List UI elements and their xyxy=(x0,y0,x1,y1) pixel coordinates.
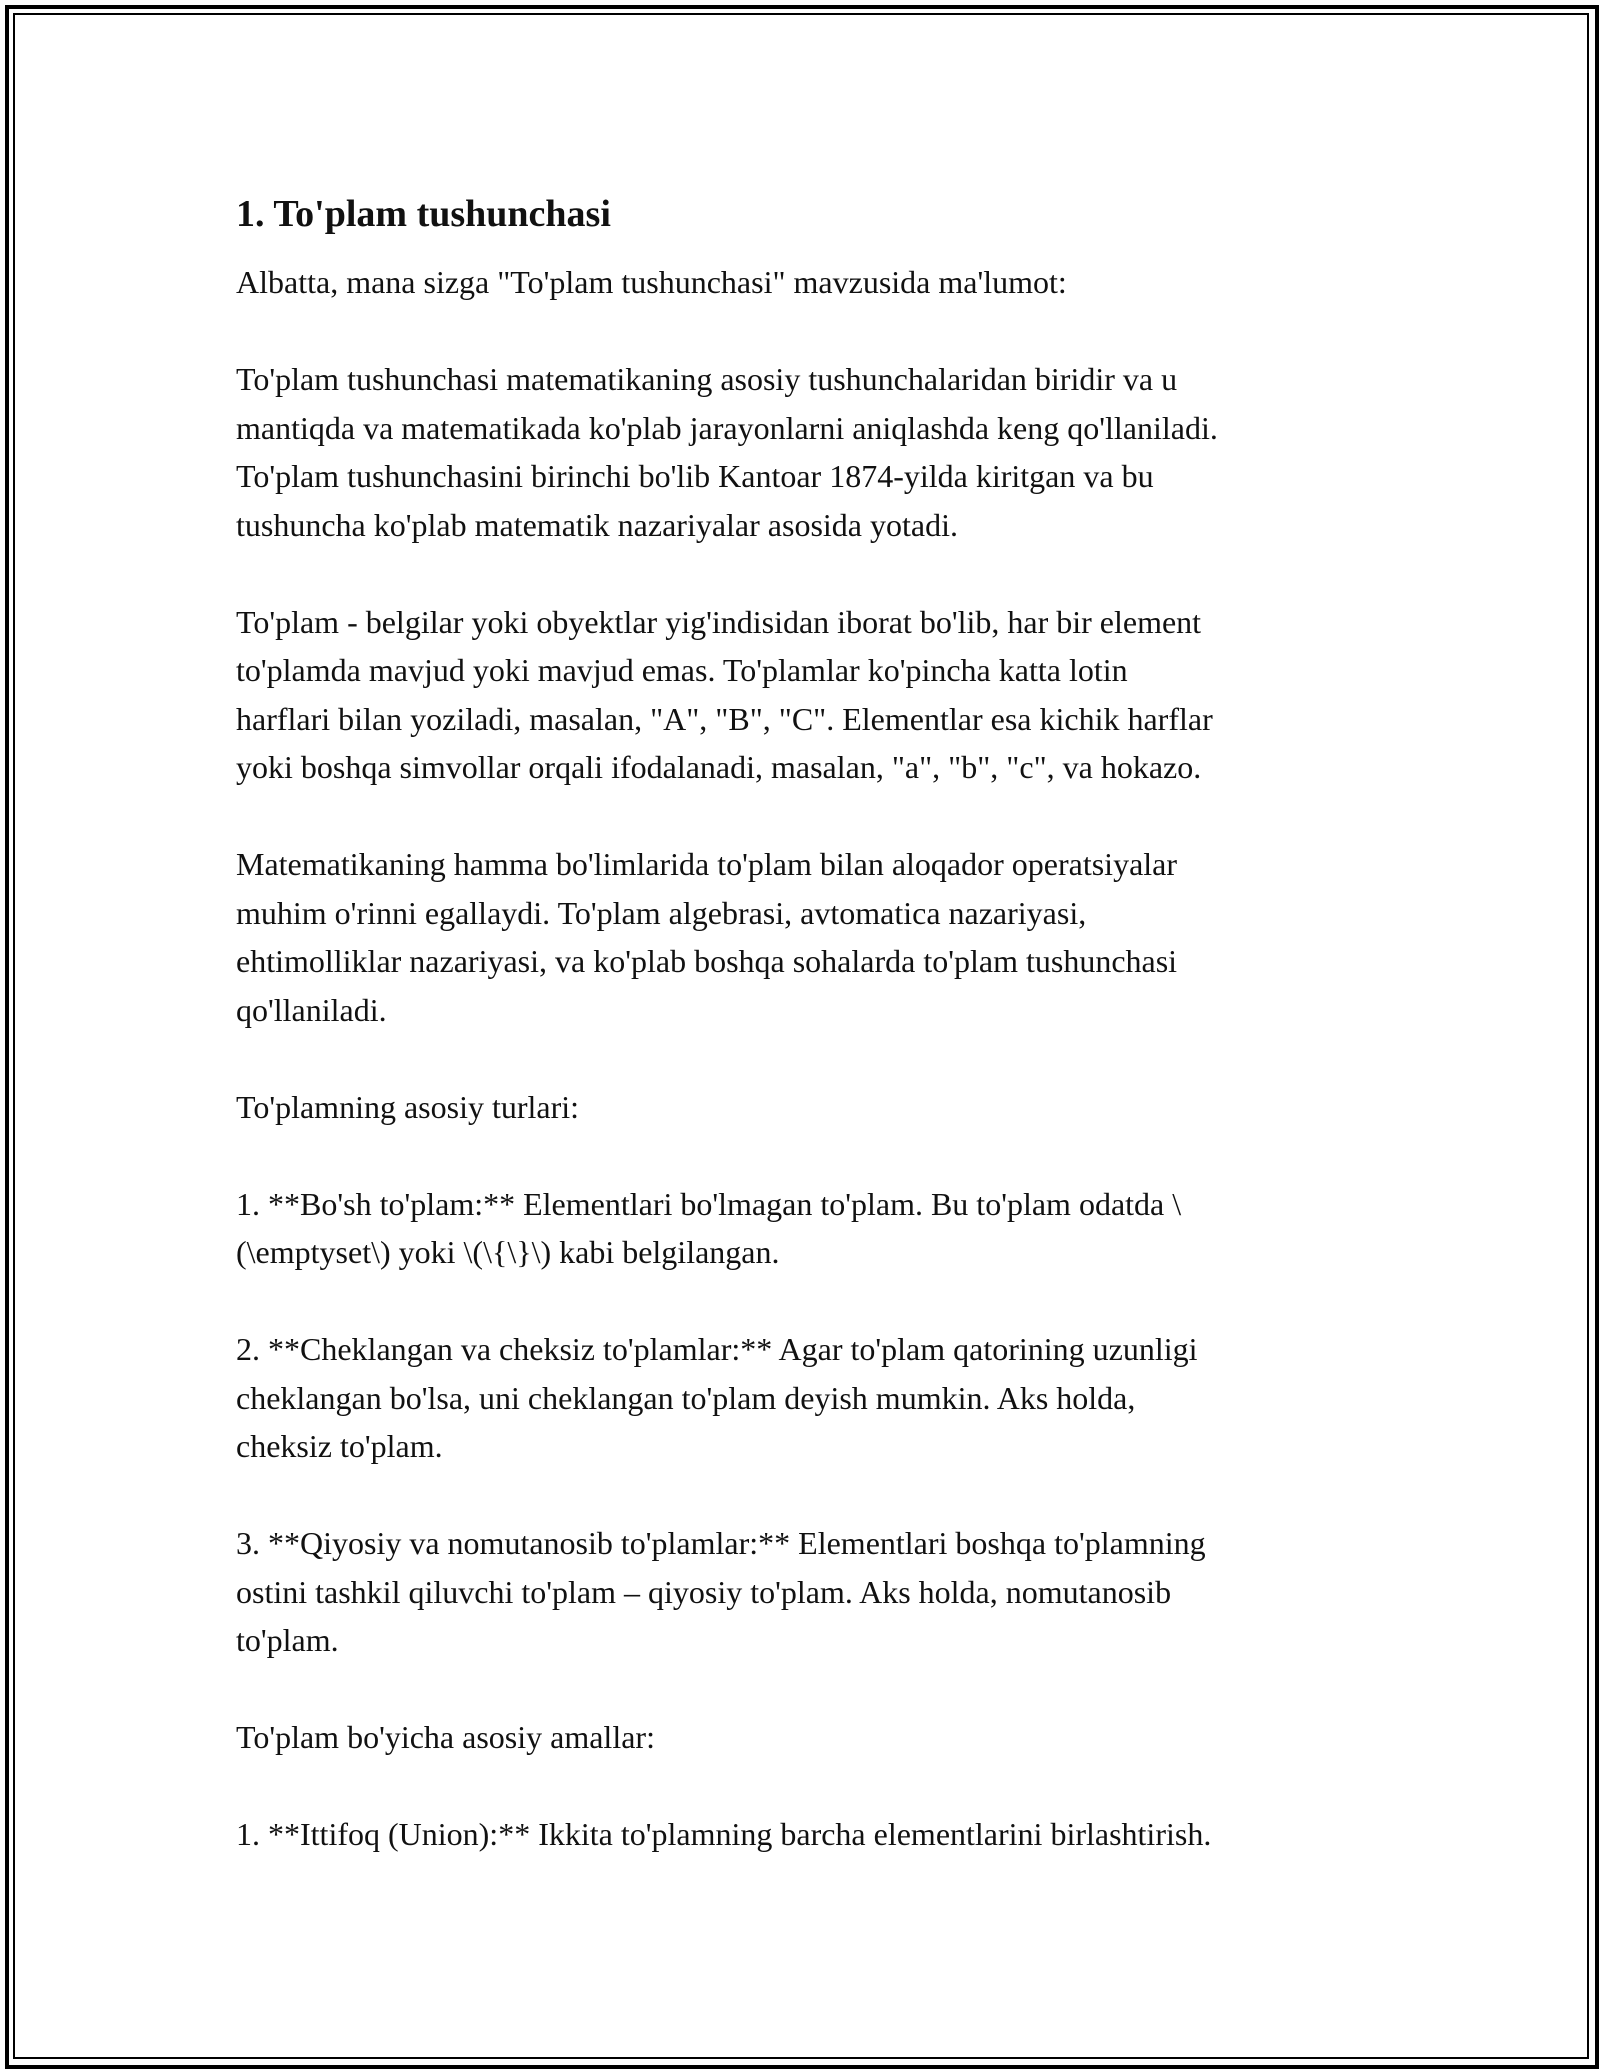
document-body xyxy=(236,188,1376,1907)
paragraph-applications: Matematikaning hamma bo'limlarida to'plam bilan aloqador operatsiyalar muhim o'rinni egallaydi. To'plam algebrasi, avtomatica nazariyasi, ehtimolliklar nazariyasi, va ko'plab boshqa sohalarda to'plam tushunchasi qo'llaniladi. xyxy=(236,846,1178,1028)
list-item-union: 1. **Ittifoq (Union):** Ikkita to'plamning barcha elementlarini birlashtirish. xyxy=(236,1816,1212,1852)
paragraph-elements: To'plam - belgilar yoki obyektlar yig'indisidan iborat bo'lib, har bir element to'plamda mavjud yoki mavjud emas. To'plamlar ko'pincha katta lotin harflari bilan yoziladi, masalan, "A", "B", "C". Elementlar esa kichik harflar yoki boshqa simvollar orqali ifodalanadi, masalan, "a", "b", "c", va hokazo. xyxy=(236,603,1213,785)
document-title: 1. To'plam tushunchasi xyxy=(236,193,611,235)
paragraph-intro: Albatta, mana sizga "To'plam tushunchasi" mavzusida ma'lumot: xyxy=(236,264,1067,300)
paragraph-definition: To'plam tushunchasi matematikaning asosiy tushunchalaridan biridir va u mantiqda va matematikada ko'plab jarayonlarni aniqlashda keng qo'llaniladi. To'plam tushunchasini birinchi bo'lib Kantoar 1874-yilda kiritgan va bu tushuncha ko'plab matematik nazariyalar asosida yotadi. xyxy=(236,361,1218,543)
paragraph-operations-heading: To'plam bo'yicha asosiy amallar: xyxy=(236,1719,655,1755)
list-item-comparable-sets: 3. **Qiyosiy va nomutanosib to'plamlar:** Elementlari boshqa to'plamning ostini tashkil qiluvchi to'plam – qiyosiy to'plam. Aks holda, nomutanosib to'plam. xyxy=(236,1525,1206,1658)
list-item-finite-infinite: 2. **Cheklangan va cheksiz to'plamlar:** Agar to'plam qatorining uzunligi cheklangan bo'lsa, uni cheklangan to'plam deyish mumkin. Aks holda, cheksiz to'plam. xyxy=(236,1331,1198,1464)
paragraph-types-heading: To'plamning asosiy turlari: xyxy=(236,1088,580,1125)
list-item-empty-set: 1. **Bo'sh to'plam:** Elementlari bo'lmagan to'plam. Bu to'plam odatda \ (\emptyset\) yoki \(\{\}\) kabi belgilangan. xyxy=(236,1185,1182,1270)
